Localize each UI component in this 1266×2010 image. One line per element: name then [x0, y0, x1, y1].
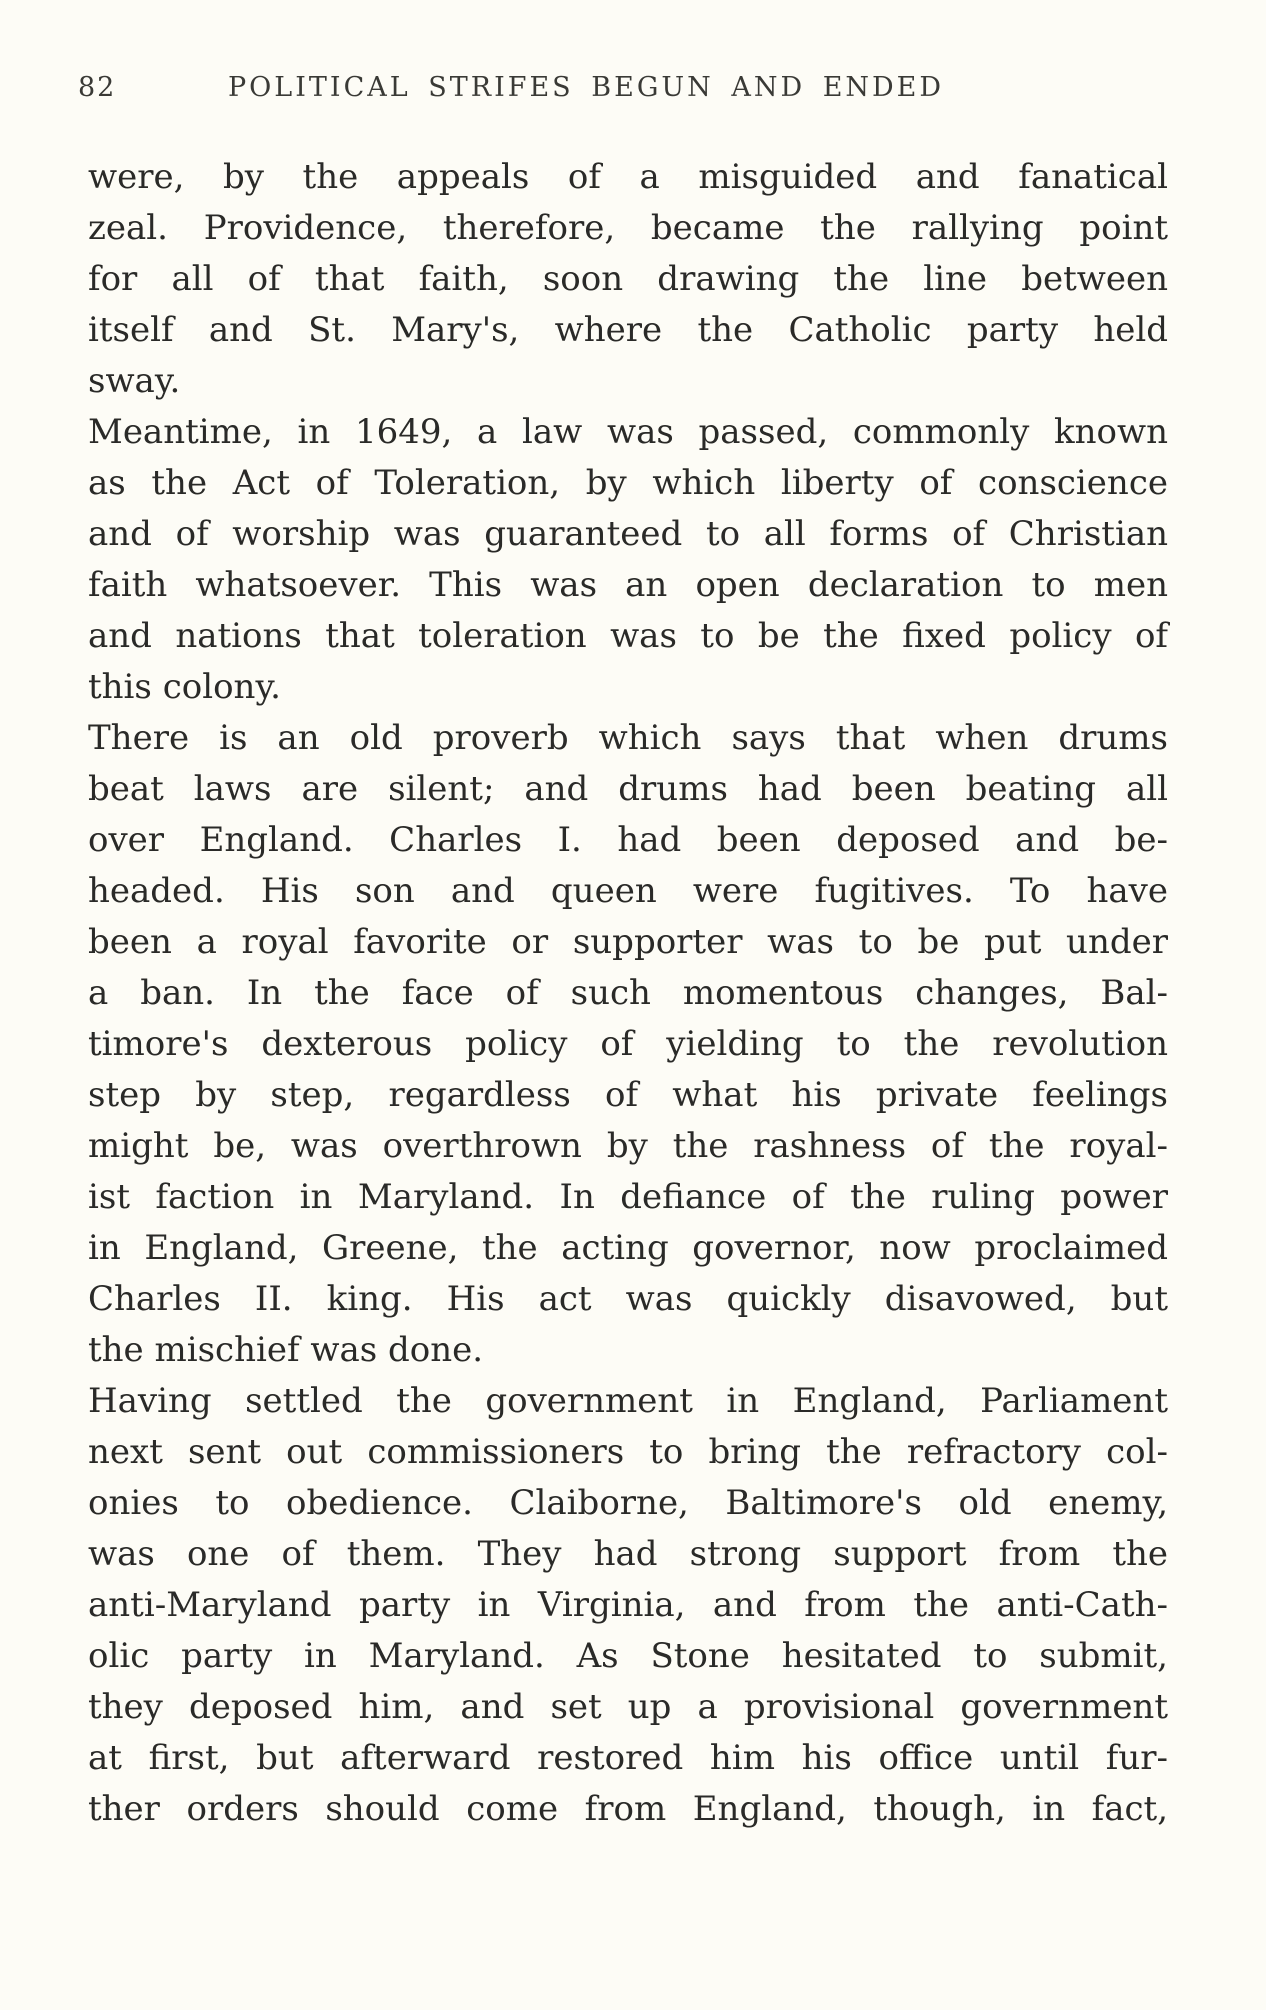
text-line: timore's dexterous policy of yielding to the revolution — [88, 1024, 1168, 1064]
text-line: faith whatsoever. This was an open declaration to men — [88, 565, 1168, 605]
body-text — [88, 152, 1168, 1835]
text-line: anti-Maryland party in Virginia, and from the anti-Cath- — [88, 1585, 1168, 1625]
text-line: as the Act of Toleration, by which liberty of conscience — [88, 463, 1168, 503]
running-head — [78, 72, 1163, 112]
text-line: headed. His son and queen were fugitives. To have — [88, 871, 1168, 911]
text-line: and nations that toleration was to be the fixed policy of — [88, 616, 1168, 656]
page-number: 82 — [78, 72, 117, 103]
text-line: ist faction in Maryland. In defiance of the ruling power — [88, 1177, 1168, 1217]
text-line: might be, was overthrown by the rashness of the royal- — [88, 1126, 1168, 1166]
text-line: and of worship was guaranteed to all forms of Christian — [88, 514, 1168, 554]
text-line: was one of them. They had strong support from the — [88, 1534, 1168, 1574]
text-line: for all of that faith, soon drawing the line between — [88, 259, 1168, 299]
text-line: this colony. — [88, 667, 281, 707]
text-line: step by step, regardless of what his private feelings — [88, 1075, 1168, 1115]
text-line: over England. Charles I. had been deposed and be- — [88, 820, 1168, 860]
text-line: next sent out commissioners to bring the refractory col- — [88, 1432, 1168, 1472]
text-line: Having settled the government in England, Parliament — [88, 1381, 1168, 1421]
text-line: itself and St. Mary's, where the Catholic party held — [88, 310, 1168, 350]
text-line: they deposed him, and set up a provisional government — [88, 1687, 1168, 1727]
text-line: were, by the appeals of a misguided and fanatical — [88, 157, 1168, 197]
text-line: Meantime, in 1649, a law was passed, commonly known — [88, 412, 1168, 452]
text-line: There is an old proverb which says that when drums — [88, 718, 1168, 758]
text-line: zeal. Providence, therefore, became the rallying point — [88, 208, 1168, 248]
text-line: at first, but afterward restored him his office until fur- — [88, 1738, 1168, 1778]
text-line: Charles II. king. His act was quickly disavowed, but — [88, 1279, 1168, 1319]
text-line: a ban. In the face of such momentous changes, Bal- — [88, 973, 1168, 1013]
text-line: beat laws are silent; and drums had been beating all — [88, 769, 1168, 809]
text-line: sway. — [88, 361, 181, 401]
text-line: been a royal favorite or supporter was to be put under — [88, 922, 1168, 962]
text-line: onies to obedience. Claiborne, Baltimore's old enemy, — [88, 1483, 1168, 1523]
text-line: in England, Greene, the acting governor, now proclaimed — [88, 1228, 1168, 1268]
text-line: the mischief was done. — [88, 1330, 484, 1370]
running-title: POLITICAL STRIFES BEGUN AND ENDED — [228, 72, 945, 103]
text-line: ther orders should come from England, though, in fact, — [88, 1789, 1168, 1829]
text-line: olic party in Maryland. As Stone hesitated to submit, — [88, 1636, 1168, 1676]
